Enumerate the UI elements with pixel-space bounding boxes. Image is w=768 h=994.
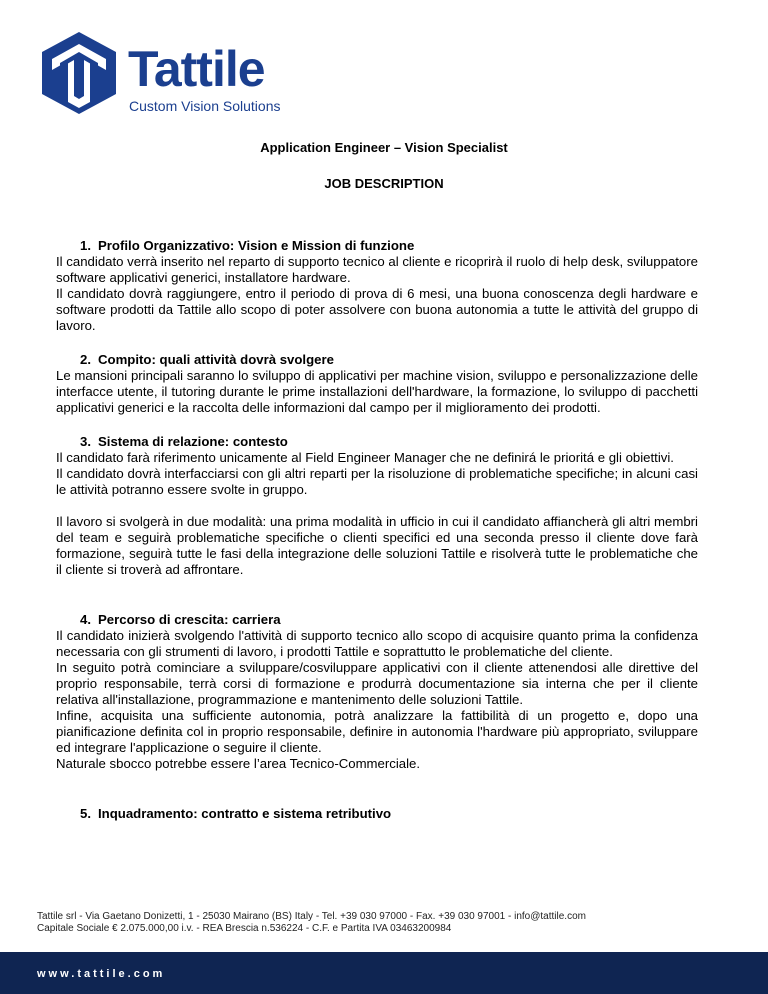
section-heading	[56, 352, 698, 368]
document-title: Application Engineer – Vision Specialist	[260, 140, 508, 155]
section-title: Compito: quali attività dovrà svolgere	[98, 352, 334, 367]
paragraph: Il lavoro si svolgerà in due modalità: una prima modalità in ufficio in cui il candidato affiancherà gli altri membri del team e seguirà problematiche specifiche o clienti specifici ed una seconda presso il cliente dove farà formazione, seguirà tutte le fasi della integrazione delle soluzioni Tattile e risolverà tutte le problematiche che il cliente si troverà ad affrontare.	[56, 514, 698, 577]
section-title: Inquadramento: contratto e sistema retributivo	[98, 806, 392, 821]
section-4	[56, 612, 698, 772]
section-number: 2.	[80, 352, 91, 367]
paragraph: Il candidato dovrà raggiungere, entro il periodo di prova di 6 mesi, una buona conoscenza degli hardware e software prodotti da Tattile allo scopo di poter assolvere con buona autonomia a tutte le attività del gruppo di lavoro.	[56, 286, 698, 333]
footer-bar	[0, 952, 768, 994]
section-title: Sistema di relazione: contesto	[98, 434, 288, 449]
section-2	[56, 352, 698, 416]
footer-registration-line: Capitale Sociale € 2.075.000,00 i.v. - REA Brescia n.536224 - C.F. e Partita IVA 03463200984	[37, 923, 452, 934]
document-body	[56, 238, 698, 822]
paragraph: Il candidato verrà inserito nel reparto di supporto tecnico al cliente e ricoprirà il ruolo di help desk, sviluppatore software applicativi generici, installatore hardware.	[56, 254, 698, 285]
section-heading	[56, 612, 698, 628]
tattile-logo-mark-icon	[36, 30, 122, 116]
company-footer-info	[37, 911, 586, 935]
company-logo	[36, 30, 296, 116]
section-title: Profilo Organizzativo: Vision e Mission di funzione	[98, 238, 415, 253]
section-number: 5.	[80, 806, 91, 821]
paragraph: Il candidato dovrà interfacciarsi con gli altri reparti per la risoluzione di problematiche specifiche; in alcuni casi le attività potranno essere svolte in gruppo.	[56, 466, 698, 497]
paragraph: In seguito potrà cominciare a sviluppare/cosviluppare applicativi con il cliente attenendosi alle direttive del proprio responsabile, terrà corsi di formazione e produrrà documentazione sia interna che per il cliente relativa all'installazione, programmazione e mantenimento delle soluzioni Tattile.	[56, 660, 698, 707]
section-number: 1.	[80, 238, 91, 253]
paragraph: Il candidato inizierà svolgendo l'attività di supporto tecnico allo scopo di acquisire quanto prima la confidenza necessaria con gli strumenti di lavoro, i prodotti Tattile e soprattutto le problematiche del cliente.	[56, 628, 698, 659]
section-heading	[56, 434, 698, 450]
section-heading	[56, 238, 698, 254]
paragraph: Naturale sbocco potrebbe essere l’area Tecnico-Commerciale.	[56, 756, 421, 771]
section-number: 4.	[80, 612, 91, 627]
section-1	[56, 238, 698, 334]
logo-tagline: Custom Vision Solutions	[129, 98, 281, 114]
logo-wordmark: Tattile	[128, 41, 265, 97]
section-heading	[56, 806, 698, 822]
section-number: 3.	[80, 434, 91, 449]
paragraph: Il candidato farà riferimento unicamente al Field Engineer Manager che ne definirá le prioritá e gli obiettivi.	[56, 450, 674, 465]
website-link[interactable]: www.tattile.com	[37, 968, 166, 980]
footer-address-line: Tattile srl - Via Gaetano Donizetti, 1 - 25030 Mairano (BS) Italy - Tel. +39 030 97000 - Fax. +39 030 97001 - info@tattile.com	[37, 911, 586, 922]
section-3	[56, 434, 698, 578]
document-subtitle: JOB DESCRIPTION	[324, 176, 444, 191]
section-5	[56, 806, 698, 822]
paragraph: Infine, acquisita una sufficiente autonomia, potrà analizzare la fattibilità di un progetto e, dopo una pianificazione definita col in proprio responsabile, definire in autonomia l'hardware più appropriato, sviluppare ed integrare l'applicazione o seguire il cliente.	[56, 708, 698, 755]
section-title: Percorso di crescita: carriera	[98, 612, 281, 627]
paragraph: Le mansioni principali saranno lo sviluppo di applicativi per machine vision, sviluppo e personalizzazione delle interfacce utente, il tutoring durante le prime installazioni dell'hardware, la formazione, lo sviluppo di pacchetti applicativi generici e la raccolta delle informazioni dal campo per il miglioramento dei prodotti.	[56, 368, 698, 415]
